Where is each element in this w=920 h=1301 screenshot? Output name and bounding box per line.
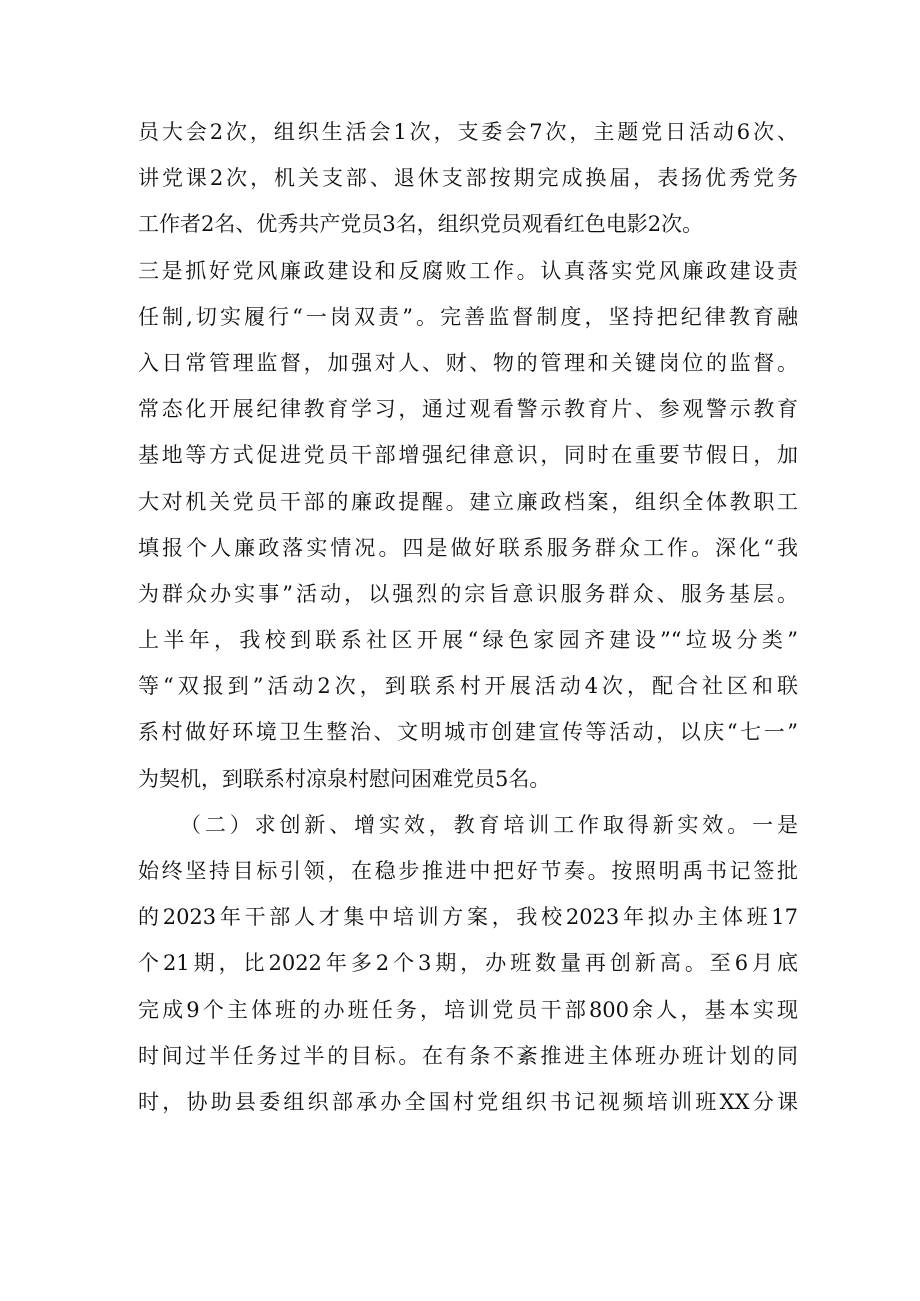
section-heading-line: （二）求创新、增实效，教育培训工作取得新实效。一是	[180, 812, 798, 837]
text-line: 上半年，我校到联系社区开展“绿色家园齐建设”“垃圾分类”	[138, 628, 798, 653]
text-line: 时间过半任务过半的目标。在有条不紊推进主体班办班计划的同	[138, 1043, 798, 1068]
text-line: 为契机，到联系村凉泉村慰问困难党员5名。	[138, 766, 551, 791]
text-line: 讲党课2次，机关支部、退休支部按期完成换届，表扬优秀党务	[138, 166, 798, 191]
text-line: 入日常管理监督，加强对人、财、物的管理和关键岗位的监督。	[138, 350, 798, 375]
text-line: 系村做好环境卫生整治、文明城市创建宣传等活动，以庆“七一”	[138, 720, 798, 745]
text-line: 工作者2名、优秀共产党员3名，组织党员观看红色电影2次。	[138, 212, 704, 237]
text-line: 时，协助县委组织部承办全国村党组织书记视频培训班XX分课	[138, 1089, 798, 1114]
text-line: 基地等方式促进党员干部增强纪律意识，同时在重要节假日，加	[138, 443, 798, 468]
text-line: 大对机关党员干部的廉政提醒。建立廉政档案，组织全体教职工	[138, 489, 798, 514]
document-body	[138, 109, 798, 1125]
text-line: 常态化开展纪律教育学习，通过观看警示教育片、参观警示教育	[138, 397, 798, 422]
text-line: 为群众办实事”活动，以强烈的宗旨意识服务群众、服务基层。	[138, 581, 798, 606]
text-line: 任制,切实履行“一岗双责”。完善监督制度，坚持把纪律教育融	[138, 304, 798, 329]
text-line: 员大会2次，组织生活会1次，支委会7次，主题党日活动6次、	[138, 120, 798, 144]
text-line: 填报个人廉政落实情况。四是做好联系服务群众工作。深化“我	[138, 535, 798, 560]
text-line: 的2023年干部人才集中培训方案，我校2023年拟办主体班17	[138, 905, 798, 930]
text-line: 等“双报到”活动2次，到联系村开展活动4次，配合社区和联	[138, 674, 798, 699]
text-line: 三是抓好党风廉政建设和反腐败工作。认真落实党风廉政建设责	[138, 258, 798, 283]
text-line: 个21期，比2022年多2个3期，办班数量再创新高。至6月底	[138, 951, 798, 976]
text-line: 始终坚持目标引领，在稳步推进中把好节奏。按照明禹书记签批	[138, 859, 798, 883]
text-line: 完成9个主体班的办班任务，培训党员干部800余人，基本实现	[138, 997, 798, 1022]
